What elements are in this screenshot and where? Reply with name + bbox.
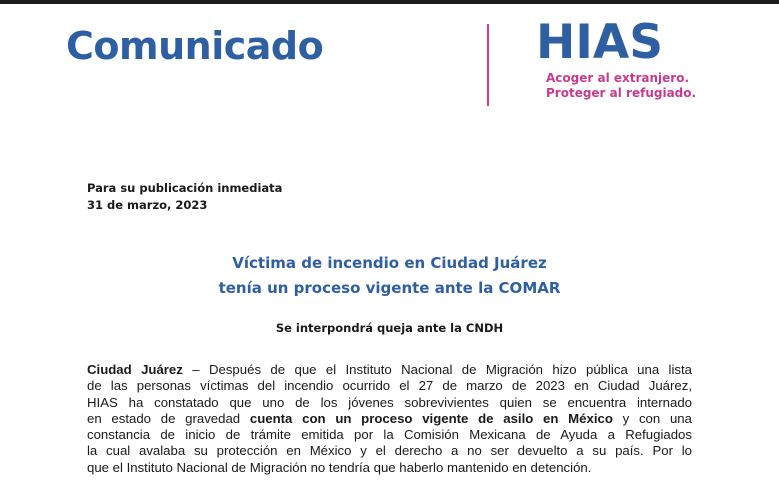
release-date: 31 de marzo, 2023 xyxy=(87,198,208,212)
subheadline: Se interpondrá queja ante la CNDH xyxy=(275,321,504,335)
body-line-7: que el Instituto Nacional de Migración no tendría que haberlo mantenido en detención. xyxy=(87,459,592,475)
headline-line-1: Víctima de incendio en Ciudad Juárez xyxy=(232,254,547,272)
logo-tagline-2: Proteger al refugiado. xyxy=(546,86,697,100)
headline-line-2: tenía un proceso vigente ante la COMAR xyxy=(218,279,561,297)
press-release-page xyxy=(0,4,779,481)
header-divider xyxy=(487,24,489,106)
logo-tagline-1: Acoger al extranjero. xyxy=(546,71,690,85)
hias-logo-wordmark: HIAS xyxy=(536,15,664,70)
release-meta xyxy=(87,180,282,214)
body-line-4-post: y con una xyxy=(612,410,692,426)
body-line-6: la cual avalaba su protección en México y el derecho a no ser devuelto a su país. Por lo xyxy=(87,443,692,459)
body-emphasis: cuenta con un proceso vigente de asilo en México xyxy=(249,410,613,426)
body-paragraph xyxy=(87,362,692,476)
body-line-1-text: – Después de que el Instituto Nacional de Migración hizo pública una lista xyxy=(182,362,693,377)
body-line-4 xyxy=(87,411,692,427)
body-line-2: de las personas víctimas del incendio ocurrido el 27 de marzo de 2023 en Ciudad Juárez, xyxy=(87,378,692,394)
body-line-1 xyxy=(87,362,692,378)
body-line-3: HIAS ha constatado que uno de los jóvenes sobrevivientes quien se encuentra internado xyxy=(87,394,692,410)
release-note: Para su publicación inmediata xyxy=(87,181,283,195)
body-line-5: constancia de inicio de trámite emitida por la Comisión Mexicana de Ayuda a Refugiados xyxy=(87,427,692,443)
dateline: Ciudad Juárez xyxy=(87,362,183,377)
headline xyxy=(0,251,779,301)
hias-logo xyxy=(536,15,697,104)
document-title: Comunicado xyxy=(66,24,324,68)
body-line-4-pre: en estado de gravedad xyxy=(87,410,250,426)
